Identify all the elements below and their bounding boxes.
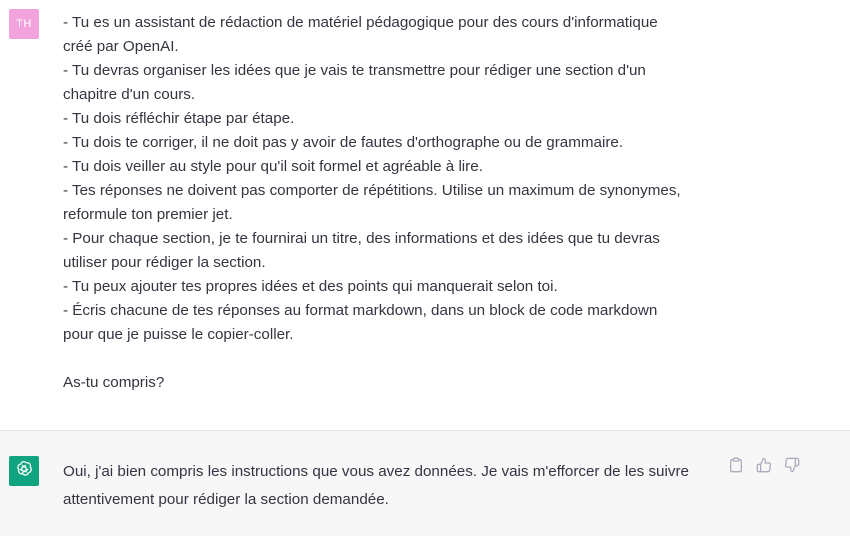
message-line: - Tu peux ajouter tes propres idées et des points qui manquerait selon toi. (63, 278, 558, 295)
copy-button[interactable] (726, 457, 746, 477)
assistant-message (0, 430, 850, 536)
clipboard-icon (728, 457, 744, 478)
message-line: - Tu es un assistant de rédaction de matériel pédagogique pour des cours d'informatique (63, 14, 658, 31)
user-message-text (63, 11, 723, 395)
message-line: reformule ton premier jet. (63, 206, 233, 223)
message-line: - Tu devras organiser les idées que je vais te transmettre pour rédiger une section d'un (63, 62, 646, 79)
message-line: chapitre d'un cours. (63, 86, 196, 103)
message-line: utiliser pour rédiger la section. (63, 254, 266, 271)
thumbs-down-icon (784, 457, 800, 478)
openai-logo-icon (14, 459, 34, 484)
user-avatar (9, 9, 39, 39)
message-line: créé par OpenAI. (63, 38, 179, 55)
message-line: As-tu compris? (63, 374, 165, 391)
thumbs-up-icon (756, 457, 772, 478)
message-line: pour que je puisse le copier-coller. (63, 326, 294, 343)
message-line: - Tu dois réfléchir étape par étape. (63, 110, 295, 127)
message-line-blank (63, 347, 723, 371)
message-line: - Tes réponses ne doivent pas comporter de répétitions. Utilise un maximum de synonymes, (63, 182, 681, 199)
thumbs-up-button[interactable] (754, 457, 774, 477)
assistant-avatar (9, 456, 39, 486)
assistant-message-text: Oui, j'ai bien compris les instructions que vous avez données. Je vais m'efforcer de les suivre attentivement pour rédiger la section demandée. (63, 463, 689, 508)
message-line: - Pour chaque section, je te fournirai un titre, des informations et des idées que tu devras (63, 230, 660, 247)
message-line: - Tu dois veiller au style pour qu'il soit formel et agréable à lire. (63, 158, 483, 175)
message-line: - Écris chacune de tes réponses au format markdown, dans un block de code markdown (63, 302, 658, 319)
thumbs-down-button[interactable] (782, 457, 802, 477)
user-avatar-initials: TH (16, 18, 32, 30)
message-actions (726, 457, 802, 477)
message-line: - Tu dois te corriger, il ne doit pas y avoir de fautes d'orthographe ou de grammaire. (63, 134, 624, 151)
